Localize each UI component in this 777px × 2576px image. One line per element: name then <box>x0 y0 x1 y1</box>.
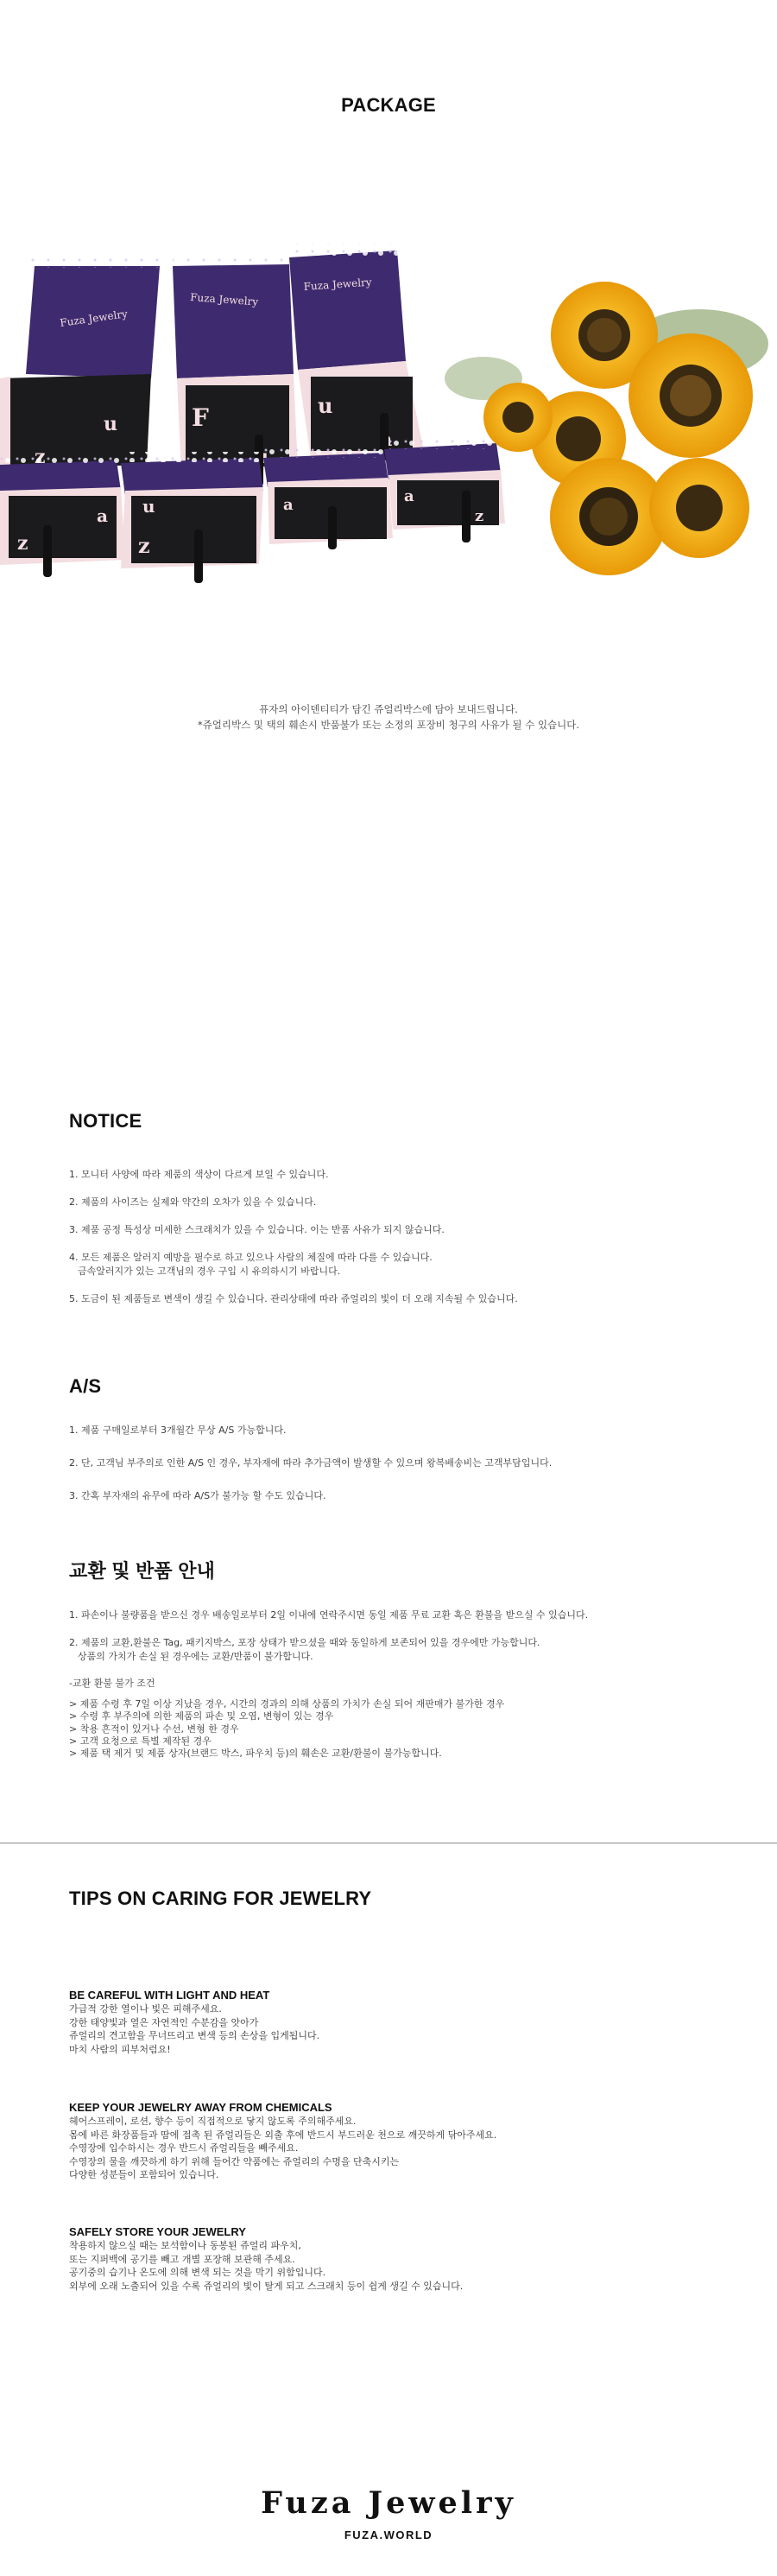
list-item: 2. 제품의 사이즈는 실제와 약간의 오차가 있을 수 있습니다. <box>69 1196 317 1208</box>
exchange-conditions <box>69 1698 742 1760</box>
tip-line: 쥬얼리의 견고함을 무너뜨리고 변색 등의 손상을 입게됩니다. <box>69 2030 320 2041</box>
box-logo: Fuza Jewelry <box>303 276 373 293</box>
tip-line: 또는 지퍼백에 공기를 빼고 개별 포장해 보관해 주세요. <box>69 2253 295 2265</box>
box-letter: F <box>192 403 209 432</box>
list-item: > 고객 요청으로 특별 제작된 경우 <box>69 1735 212 1747</box>
list-item: 1. 제품 구매일로부터 3개월간 무상 A/S 가능합니다. <box>69 1424 287 1436</box>
list-item: 3. 간혹 부자재의 유무에 따라 A/S가 불가능 할 수도 있습니다. <box>69 1490 326 1501</box>
box-letter: a <box>283 496 294 514</box>
tip-line: 외부에 오래 노출되어 있을 수록 쥬얼리의 빛이 탈게 되고 스크래치 등이 쉽게 생길 수 있습니다. <box>69 2280 464 2292</box>
tip-line: 수영장에 입수하시는 경우 반드시 쥬얼리들을 빼주세요. <box>69 2142 299 2154</box>
tip-heading: SAFELY STORE YOUR JEWELRY <box>69 2225 246 2238</box>
tip-body <box>69 2002 742 2056</box>
notice-list <box>69 1168 742 1320</box>
box-logo: Fuza Jewelry <box>59 308 129 329</box>
brand-url: FUZA.WORLD <box>344 2528 433 2541</box>
box-letter: u <box>104 413 117 435</box>
tip-heading: BE CAREFUL WITH LIGHT AND HEAT <box>69 1989 270 2002</box>
package-photo <box>0 232 777 629</box>
box-letter: a <box>404 487 414 505</box>
brand-logo: Fuza Jewelry <box>261 2485 516 2521</box>
list-item: > 착용 흔적이 있거나 수선, 변형 한 경우 <box>69 1723 239 1735</box>
package-caption-1: 퓨자의 아이덴티티가 담긴 쥬얼리박스에 담아 보내드립니다. <box>259 703 518 715</box>
list-item: 상품의 가치가 손실 된 경우에는 교환/반품이 불가합니다. <box>78 1651 313 1662</box>
jewelry-box <box>0 256 160 469</box>
list-item: 3. 제품 공정 특성상 미세한 스크래치가 있을 수 있습니다. 이는 반품 사유가 되지 않습니다. <box>69 1224 445 1235</box>
list-item: 5. 도금이 된 제품들로 변색이 생길 수 있습니다. 관리상태에 따라 쥬얼리의 빛이 더 오래 지속될 수 있습니다. <box>69 1293 518 1304</box>
tip-line: 착용하지 않으실 때는 보석함이나 동봉된 쥬얼리 파우치, <box>69 2240 301 2251</box>
box-logo: Fuza Jewelry <box>189 291 259 308</box>
tip-line: 가급적 강한 열이나 빛은 피해주세요. <box>69 2003 222 2014</box>
tip-line: 공기중의 습기나 온도에 의해 변색 되는 것을 막기 위함입니다. <box>69 2267 326 2278</box>
exchange-list <box>69 1608 742 1678</box>
as-list <box>69 1424 742 1517</box>
jewelry-box <box>384 439 505 542</box>
tip-line: 몸에 바른 화장품들과 땀에 접촉 된 쥬얼리들은 외출 후에 반드시 부드러운 천으로 깨끗하게 닦아주세요. <box>69 2129 497 2141</box>
box-letter: z <box>138 533 150 558</box>
sunflower-bouquet <box>445 282 768 575</box>
exchange-title: 교환 및 반품 안내 <box>69 1560 216 1582</box>
tip-line: 강한 태양빛과 열은 자연적인 수분감을 앗아가 <box>69 2016 259 2028</box>
tip-line: 다양한 성분들이 포함되어 있습니다. <box>69 2169 219 2180</box>
tip-line: 수영장의 물을 깨끗하게 하기 위해 들어간 약품에는 쥬얼리의 수명을 단축시키는 <box>69 2155 400 2167</box>
package-title: PACKAGE <box>341 94 436 116</box>
list-item: 2. 제품의 교환,환불은 Tag, 패키지박스, 포장 상태가 받으셨을 때와 동일하게 보존되어 있을 경우에만 가능합니다. <box>69 1637 540 1648</box>
list-item: 4. 모든 제품은 알러지 예방을 필수로 하고 있으나 사람의 체질에 따라 다를 수 있습니다. <box>69 1252 433 1263</box>
notice-title: NOTICE <box>69 1110 142 1132</box>
package-caption-2: *쥬얼리박스 및 택의 훼손시 반품불가 또는 소정의 포장비 청구의 사유가 될 수 있습니다. <box>197 719 580 731</box>
jewelry-box <box>121 452 263 583</box>
box-letter: a <box>97 505 108 526</box>
tip-heading: KEEP YOUR JEWELRY AWAY FROM CHEMICALS <box>69 2101 332 2114</box>
jewelry-box <box>289 244 423 460</box>
exchange-conditions-title: -교환 환불 불가 조건 <box>69 1678 155 1689</box>
box-letter: z <box>17 532 28 555</box>
list-item: 2. 단, 고객님 부주의로 인한 A/S 인 경우, 부자재에 따라 추가금액이 발생할 수 있으며 왕복배송비는 고객부담입니다. <box>69 1457 553 1469</box>
tip-body <box>69 2115 742 2182</box>
list-item: 금속알러지가 있는 고객님의 경우 구입 시 유의하시기 바랍니다. <box>78 1266 341 1277</box>
box-letter: z <box>475 507 484 525</box>
list-item: > 수령 후 부주의에 의한 제품의 파손 및 오염, 변형이 있는 경우 <box>69 1710 334 1723</box>
box-letter: u <box>142 496 155 517</box>
tip-body <box>69 2239 742 2293</box>
tip-line: 마치 사람의 피부처럼요! <box>69 2043 171 2055</box>
as-title: A/S <box>69 1375 102 1397</box>
tips-title: TIPS ON CARING FOR JEWELRY <box>69 1888 372 1909</box>
tip-line: 헤어스프레이, 로션, 향수 등이 직접적으로 닿지 않도록 주의해주세요. <box>69 2116 357 2127</box>
list-item: > 제품 택 제거 및 제품 상자(브랜드 박스, 파우치 등)의 훼손은 교환/환불이 불가능합니다. <box>69 1748 442 1760</box>
jewelry-box <box>263 447 393 549</box>
box-letter: u <box>318 393 333 418</box>
list-item: 1. 파손이나 불량품을 받으신 경우 배송일로부터 2일 이내에 연락주시면 동일 제품 무료 교환 혹은 환불을 받으실 수 있습니다. <box>69 1609 589 1621</box>
list-item: > 제품 수령 후 7일 이상 지났을 경우, 시간의 경과의 의해 상품의 가치가 손실 되어 재판매가 불가한 경우 <box>69 1698 505 1710</box>
list-item: 1. 모니터 사양에 따라 제품의 색상이 다르게 보일 수 있습니다. <box>69 1169 329 1180</box>
jewelry-box <box>0 454 125 577</box>
